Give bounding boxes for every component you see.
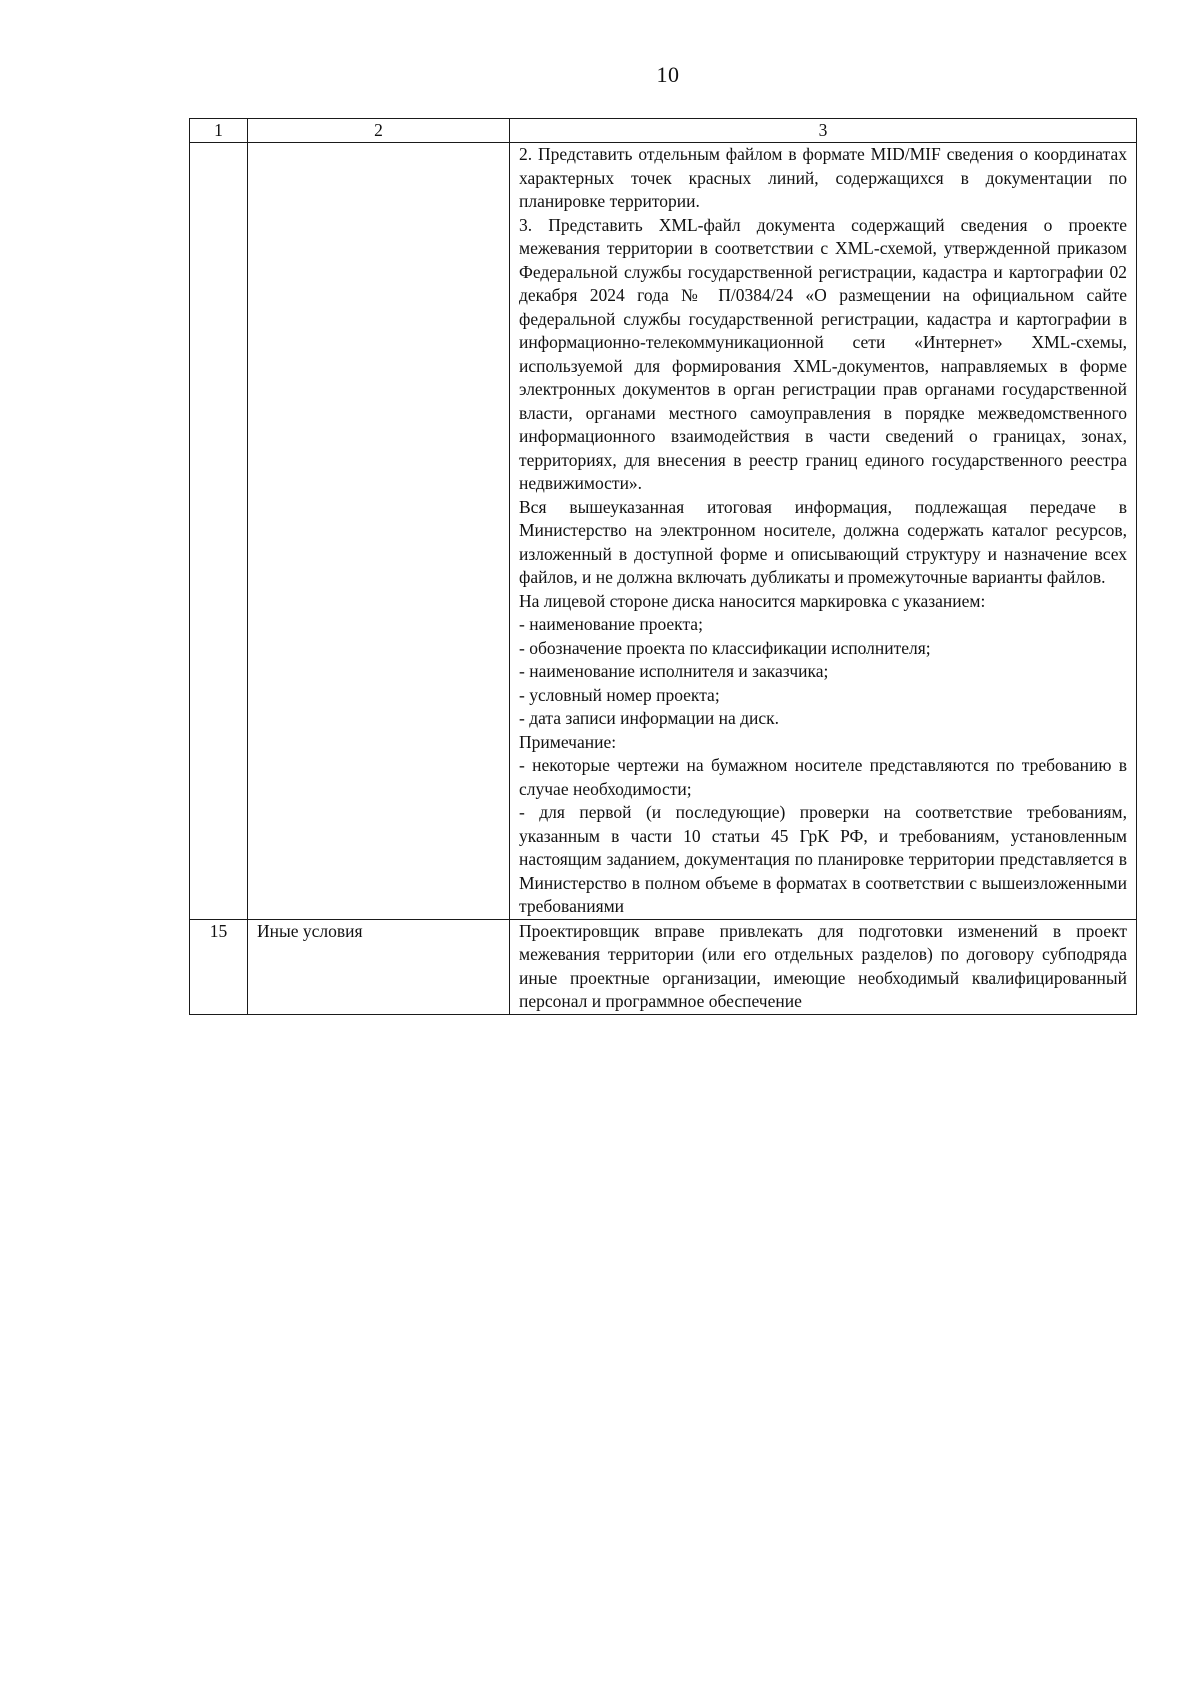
note-heading: Примечание: [519,731,617,752]
header-col-2: 2 [248,119,510,143]
row-title: Иные условия [248,919,510,1014]
list-item-project-name: - наименование проекта; [519,614,703,634]
paragraph-mid-mif: 2. Представить отдельным файлом в формате MID/MIF сведения о координатах характерных точек красных линий, содержащихся в документации по планировке территории. [519,144,1127,211]
header-col-3: 3 [510,119,1137,143]
table-header-row [190,119,1137,143]
paragraph-other-conditions: Проектировщик вправе привлекать для подготовки изменений в проект межевания территории (или его отдельных разделов) по договору субподряда иные проектные организации, имеющие необходимый квалифицированный персонал и программное обеспечение [519,920,1127,1011]
paragraph-disk-marking: На лицевой стороне диска наносится маркировка с указанием: [519,590,986,611]
list-item-project-number: - условный номер проекта; [519,684,720,705]
row-number [190,143,248,920]
list-item-record-date: - дата записи информации на диск. [519,708,780,728]
row-title [248,143,510,920]
row-number: 15 [190,919,248,1014]
note-item-paper-drawings: - некоторые чертежи на бумажном носителе представляются по требованию в случае необходимости; [519,755,1127,799]
row-content [510,919,1137,1014]
note-item-verification: - для первой (и последующие) проверки на соответствие требованиям, указанным в части 10 статьи 45 ГрК РФ, и требованиям, установленным настоящим заданием, документация по планировке территории представляется в Министерство в полном объеме в форматах в соответствии с вышеизложенными требованиями [519,802,1127,916]
requirements-table [189,118,1137,1015]
list-item-project-designation: - обозначение проекта по классификации исполнителя; [519,637,931,658]
header-col-1: 1 [190,119,248,143]
paragraph-xml-file: 3. Представить XML-файл документа содержащий сведения о проекте межевания территории в соответствии с XML-схемой, утвержденной приказом Федеральной службы государственной регистрации, кадастра и картографии 02 декабря 2024 года № П/0384/24 «О размещении на официальном сайте федеральной службы государственной регистрации, кадастра и картографии в информационно-телекоммуникационной сети «Интернет» XML-схемы, используемой для формирования XML-документов, направляемых в форме электронных документов в орган регистрации прав органами государственной власти, органами местного самоуправления в порядке межведомственного информационного взаимодействия в части сведений о границах, зонах, территориях, для внесения в реестр границ единого государственного реестра недвижимости». [519,214,1127,493]
table-row [190,919,1137,1014]
page-number: 10 [656,62,680,87]
table-row [190,143,1137,920]
list-item-contractor-customer: - наименование исполнителя и заказчика; [519,661,829,681]
paragraph-final-info: Вся вышеуказанная итоговая информация, подлежащая передаче в Министерство на электронном носителе, должна содержать каталог ресурсов, изложенный в доступной форме и описывающий структуру и назначение всех файлов, и не должна включать дубликаты и промежуточные варианты файлов. [519,496,1127,587]
row-content [510,143,1137,920]
